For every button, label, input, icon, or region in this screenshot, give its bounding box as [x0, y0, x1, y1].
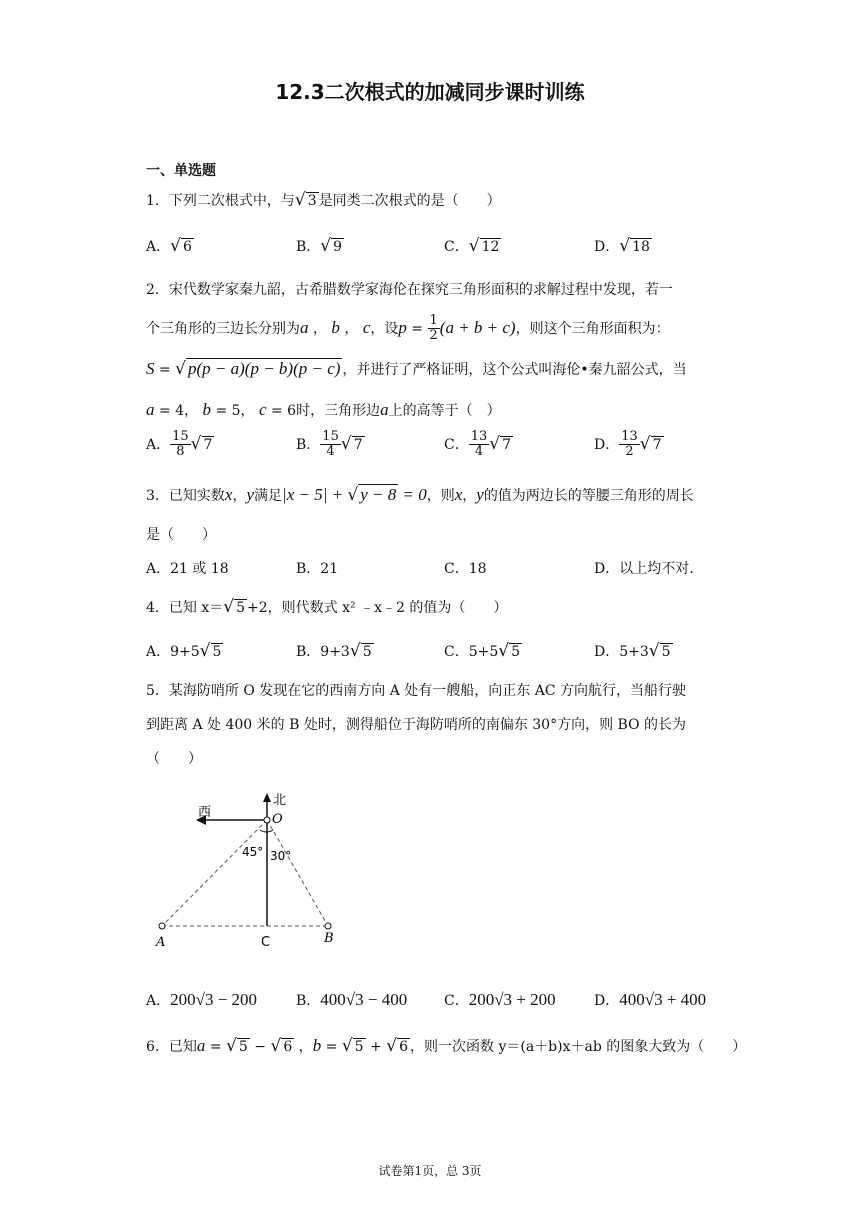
- question-2-line-2: 个三角形的三边长分别为a ， b ， c，设p = $\frac{1}{2}$ (a + b + c)，则这个三角形面积为：: [146, 313, 670, 344]
- q3-option-c[interactable]: C．18: [444, 561, 487, 577]
- label-west: 西: [198, 805, 212, 820]
- q3-option-d[interactable]: D．以上均不对.: [594, 561, 694, 577]
- label-a: A: [156, 935, 166, 950]
- question-3-line-2: 是（ ）: [146, 527, 216, 543]
- q2-option-d[interactable]: D． $\frac{13}{2}$ √ 7: [594, 429, 662, 460]
- segment-oa: [162, 820, 267, 926]
- angle-arc-45: [260, 830, 267, 832]
- label-angle-45: 45°: [242, 845, 264, 859]
- point-b: [325, 923, 331, 929]
- q5-option-a[interactable]: A．200√3 − 200: [146, 990, 258, 1009]
- page-footer: 试卷第1页，总 3页: [378, 1164, 482, 1178]
- q4-option-d[interactable]: D．5+3√ 5: [594, 641, 671, 661]
- label-b: B: [324, 931, 334, 946]
- q1-option-c[interactable]: C．√ 12: [444, 236, 500, 256]
- q3-option-a[interactable]: A．21 或 18: [146, 561, 229, 577]
- label-north: 北: [273, 793, 287, 808]
- q5-option-c[interactable]: C．200√3 + 200: [444, 990, 556, 1009]
- question-4: 4．已知 x＝√ 5 +2，则代数式 x² ﹣x﹣2 的值为（ ）: [146, 597, 508, 617]
- q4-option-a[interactable]: A．9+5√ 5: [146, 641, 222, 661]
- question-2-line-4: a = 4， b = 5， c = 6时，三角形边a上的高等于（ ）: [146, 400, 501, 419]
- point-a: [159, 923, 165, 929]
- q5-option-d[interactable]: D．400√3 + 400: [594, 990, 707, 1009]
- q2-option-a[interactable]: A． $\frac{15}{8}$ √ 7: [146, 429, 213, 460]
- question-2-line-3: S = √ p(p − a)(p − b)(p − c) ，并进行了严格证明，这个公式叫海伦•秦九韶公式，当: [146, 359, 687, 379]
- section-heading: 一、单选题: [146, 163, 216, 179]
- q1-option-a[interactable]: A．√ 6: [146, 236, 192, 256]
- question-6: 6．已知a = √ 5 − √ 6 ，b = √ 5 + √ 6 ，则一次函数 y＝(a＋b)x＋ab 的图象大致为（ ）: [146, 1036, 747, 1056]
- q4-option-c[interactable]: C．5+5√ 5: [444, 641, 521, 661]
- question-5-line-1: 5．某海防哨所 O 发现在它的西南方向 A 处有一艘船，向正东 AC 方向航行，当船行驶: [146, 683, 687, 699]
- q3-option-b[interactable]: B．21: [296, 561, 339, 577]
- label-angle-30: 30°: [270, 849, 292, 863]
- q5-figure: [150, 790, 350, 955]
- question-1: 1．下列二次根式中，与√ 3 是同类二次根式的是（ ）: [146, 190, 501, 210]
- segment-ob: [267, 820, 328, 926]
- q4-option-b[interactable]: B．9+3√ 5: [296, 641, 372, 661]
- question-2-line-1: 2．宋代数学家秦九韶，古希腊数学家海伦在探究三角形面积的求解过程中发现，若一: [146, 282, 673, 298]
- question-3-line-1: 3．已知实数x，y满足|x − 5| + √ y − 8 = 0，则x，y的值为两边长的等腰三角形的周长: [146, 485, 694, 505]
- question-5-line-2: 到距离 A 处 400 米的 B 处时，测得船位于海防哨所的南偏东 30°方向，则 BO 的长为: [146, 717, 687, 733]
- label-o: O: [272, 812, 283, 827]
- q2-option-b[interactable]: B． $\frac{15}{4}$ √ 7: [296, 429, 363, 460]
- angle-arc-30: [267, 830, 273, 832]
- point-o: [264, 817, 270, 823]
- label-c: C: [261, 935, 271, 950]
- q1-option-d[interactable]: D．√ 18: [594, 236, 650, 256]
- q2-option-c[interactable]: C． $\frac{13}{4}$ √ 7: [444, 429, 512, 460]
- q1-option-b[interactable]: B．√ 9: [296, 236, 343, 256]
- q5-option-b[interactable]: B．400√3 − 400: [296, 990, 408, 1009]
- north-arrowhead: [263, 793, 271, 802]
- page-title: 12.3二次根式的加减同步课时训练: [275, 80, 585, 104]
- question-5-line-3: （ ）: [146, 751, 202, 767]
